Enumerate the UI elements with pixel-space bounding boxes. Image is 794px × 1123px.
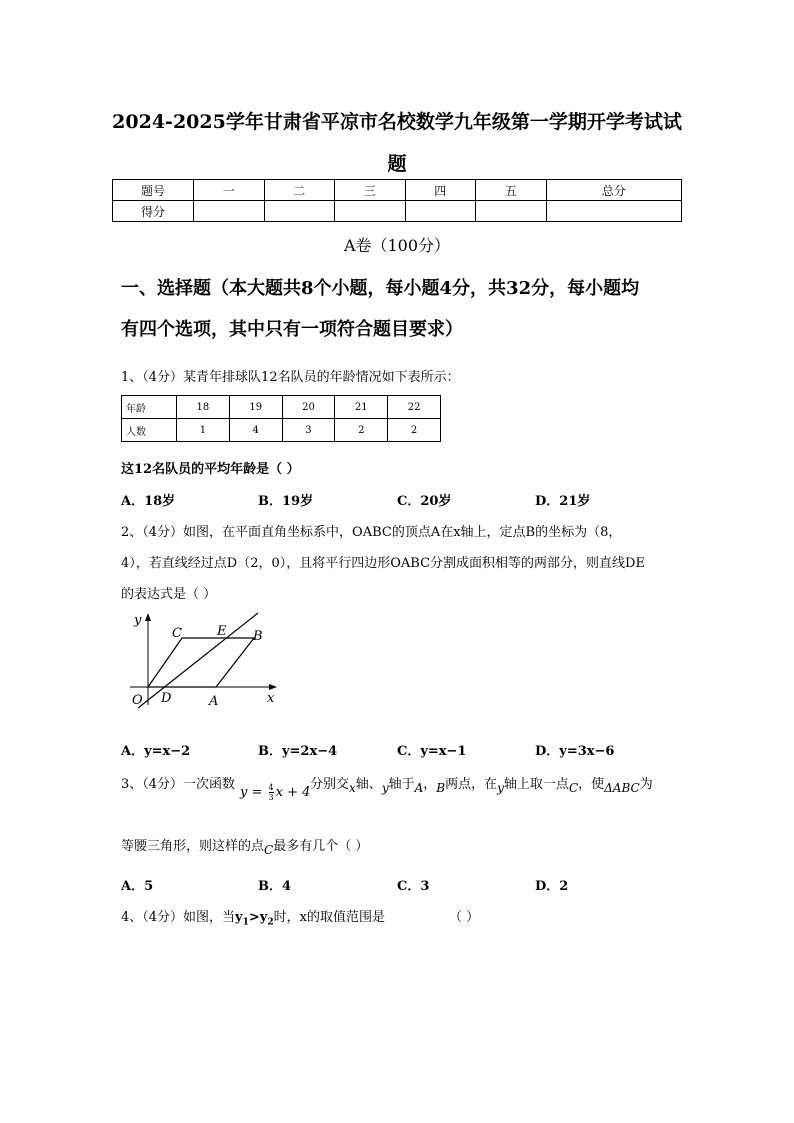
line-de	[138, 613, 258, 708]
score-table-header-row	[113, 180, 682, 201]
section-heading-line1: 一、选择题（本大题共8个小题，每小题4分，共32分，每小题均	[121, 278, 640, 299]
age-table-cell: 4	[229, 419, 282, 442]
question-4-text	[121, 906, 385, 928]
score-table-cell: 三	[335, 180, 406, 201]
score-table	[112, 179, 682, 222]
q4-text: 4、（4分）如图，当	[121, 910, 236, 925]
formula-rhs: x + 4	[275, 785, 311, 800]
q4-subscript: 2	[267, 917, 274, 928]
age-table-row	[122, 396, 441, 419]
score-table-cell: 五	[476, 180, 547, 201]
score-table-cell	[194, 201, 265, 222]
label-y: y	[134, 613, 142, 628]
q2-option-a: A．y=x−2	[121, 744, 191, 759]
score-table-cell: 得分	[113, 201, 194, 222]
question-2-line2: 4），若直线经过点D（2，0），且将平行四边形OABC分割成面积相等的两部分，则直线DE	[121, 556, 645, 571]
q3-var: y	[381, 781, 389, 795]
parallelogram-oabc	[148, 638, 254, 687]
score-table-cell: 四	[405, 180, 476, 201]
label-d: D	[161, 691, 172, 706]
formula-denominator: 3	[268, 793, 274, 802]
age-table-cell: 19	[229, 396, 282, 419]
section-heading-line2: 有四个选项，其中只有一项符合题目要求）	[121, 319, 463, 340]
question-2-line1: 2、（4分）如图，在平面直角坐标系中，OABC的顶点A在x轴上，定点B的坐标为（8，	[121, 525, 622, 540]
q3-text: ，使	[578, 777, 605, 792]
q3-text: 等腰三角形，则这样的点	[121, 839, 265, 854]
label-b: B	[253, 629, 263, 644]
question-3-line2	[121, 835, 369, 857]
q2-option-d: D．y=3x−6	[535, 744, 615, 759]
score-table-cell: 总分	[546, 180, 682, 201]
q3-var: C	[568, 781, 579, 795]
formula-lhs: y =	[240, 785, 267, 800]
question-1-text: 这12名队员的平均年龄是（ ）	[121, 462, 300, 477]
q1-option-d: D．21岁	[535, 494, 591, 509]
y-axis-arrow	[145, 613, 151, 621]
q4-subscript: 1	[242, 917, 249, 928]
age-table-cell: 3	[282, 419, 335, 442]
score-table-score-row	[113, 201, 682, 222]
age-table-cell: 人数	[122, 419, 177, 442]
q3-var: C	[264, 843, 274, 857]
q3-option-d: D．2	[535, 879, 569, 894]
q3-text: 轴于	[388, 777, 415, 792]
q3-var: x	[349, 781, 356, 795]
q2-option-b: B．y=2x−4	[258, 744, 338, 759]
q3-text: ，	[423, 777, 437, 792]
q4-text: 时，x的取值范围是	[273, 910, 385, 925]
score-table-cell	[405, 201, 476, 222]
q3-var: B	[436, 781, 446, 795]
x-axis-arrow	[269, 684, 277, 690]
q3-text: 轴上取一点	[503, 777, 569, 792]
age-table	[121, 395, 441, 442]
age-table-cell: 18	[177, 396, 230, 419]
label-e: E	[217, 624, 227, 639]
score-table-cell	[546, 201, 682, 222]
q3-text: 最多有几个（ ）	[273, 839, 369, 854]
score-table-cell: 二	[264, 180, 335, 201]
age-table-row	[122, 419, 441, 442]
age-table-cell: 21	[335, 396, 388, 419]
age-table-cell: 2	[388, 419, 441, 442]
age-table-cell: 22	[388, 396, 441, 419]
label-a: A	[209, 694, 219, 709]
q4-var: y	[259, 910, 268, 925]
question-3-line1-rest	[310, 773, 653, 795]
score-table-cell	[264, 201, 335, 222]
score-table-cell: 题号	[113, 180, 194, 201]
q1-option-b: B．19岁	[258, 494, 314, 509]
age-table-cell: 年龄	[122, 396, 177, 419]
question-1-stem: 1、（4分）某青年排球队12名队员的年龄情况如下表所示：	[121, 370, 460, 385]
label-x: x	[267, 691, 275, 706]
q3-text: 轴、	[355, 777, 382, 792]
page-title-line1: 2024-2025学年甘肃省平凉市名校数学九年级第一学期开学考试试	[112, 111, 682, 133]
question-3-intro: 3、（4分）一次函数	[121, 777, 236, 792]
score-table-cell: 一	[194, 180, 265, 201]
parallelogram-figure	[120, 608, 290, 710]
q3-option-c: C．3	[397, 879, 430, 894]
age-table-cell: 1	[177, 419, 230, 442]
formula-numerator: 4	[268, 783, 274, 792]
score-table-cell	[335, 201, 406, 222]
q3-var: y	[497, 781, 504, 795]
linear-function-formula	[240, 783, 310, 802]
q3-option-b: B．4	[258, 879, 292, 894]
q1-option-a: A．18岁	[121, 494, 176, 509]
question-4-paren: （ ）	[449, 910, 480, 925]
label-c: C	[172, 626, 182, 641]
q3-var: ΔABC	[604, 781, 640, 795]
age-table-cell: 2	[335, 419, 388, 442]
volume-heading: A卷（100分）	[343, 236, 451, 255]
q3-var: A	[414, 781, 424, 795]
q3-text: 两点，在	[445, 777, 498, 792]
q2-option-c: C．y=x−1	[397, 744, 467, 759]
q3-option-a: A．5	[121, 879, 154, 894]
q3-text: 为	[639, 777, 653, 792]
q1-option-c: C．20岁	[397, 494, 452, 509]
page-title-line2: 题	[387, 153, 407, 175]
question-2-line3: 的表达式是（ ）	[121, 587, 217, 602]
age-table-cell: 20	[282, 396, 335, 419]
q4-text: >	[248, 910, 260, 925]
label-o: O	[132, 693, 143, 708]
score-table-cell	[476, 201, 547, 222]
q3-text: 分别交	[310, 777, 350, 792]
q4-var: y	[235, 910, 243, 925]
